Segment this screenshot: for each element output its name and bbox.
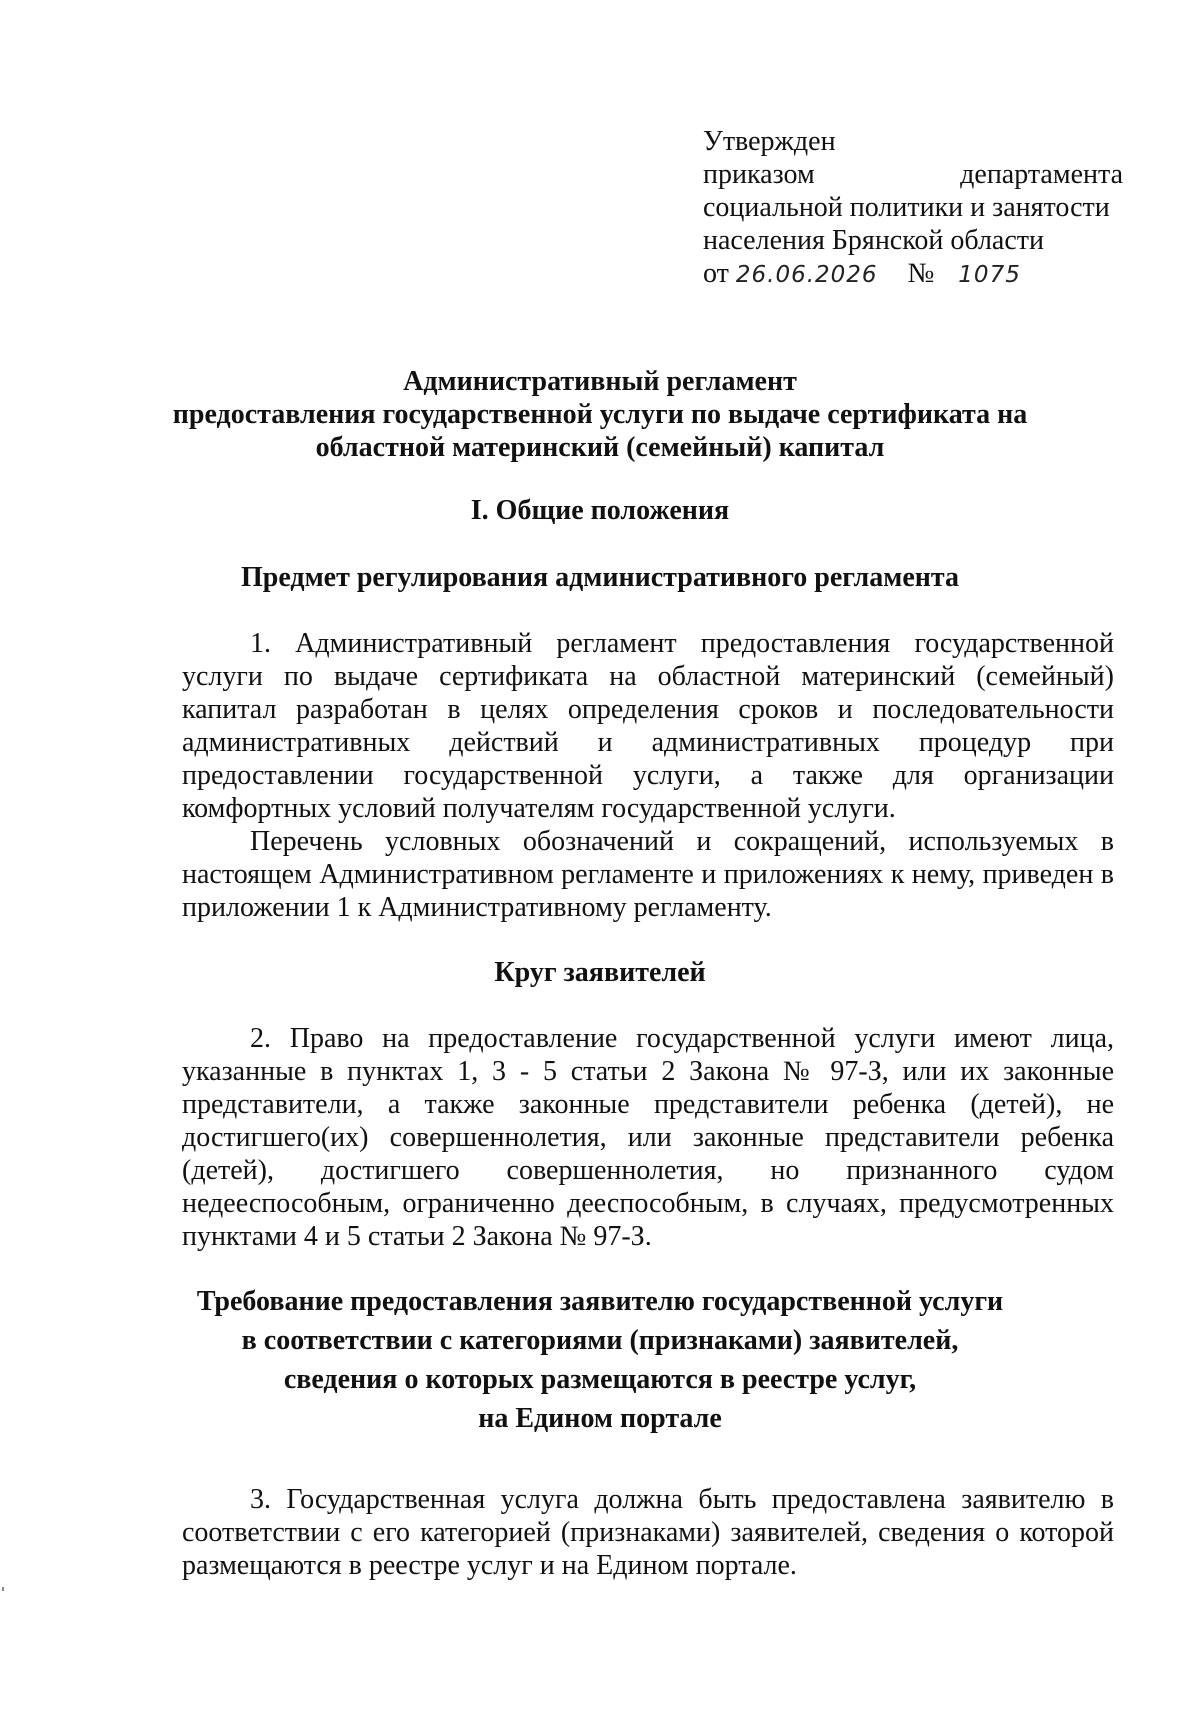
subject-heading-text: Предмет регулирования административного регламента [241,562,959,593]
section-heading-general [0,494,1200,527]
title-line-1: Административный регламент [403,366,797,397]
approval-line-date-number [703,257,1123,290]
handwritten-number: 1075 [958,262,1021,288]
paragraph-2: 2. Право на предоставление государственной услуги имеют лица, указанные в пунктах 1, 3 - 5 статьи 2 Закона № 97-З, или их законные представители, а также законные представители ребенка (детей), не достигшего(их) совершеннолетия, или законные представители ребенка (детей), достигшего совершеннолетия, но признанного судом недееспособным, ограниченно дееспособным, в случаях, предусмотренных пунктами 4 и 5 статьи 2 Закона № 97-З. [182,1023,1114,1252]
applicants-heading-text: Круг заявителей [494,957,706,988]
scan-artifact [2,1587,4,1591]
applicants-heading [0,956,1200,989]
approval-order-word: приказом [703,159,815,190]
title-line-2: предоставления государственной услуги по выдаче сертификата на [172,399,1028,430]
document-title [0,365,1200,464]
requirement-heading-line-4: на Едином портале [478,1403,722,1434]
paragraph-1: 1. Административный регламент предоставления государственной услуги по выдаче сертификата на областной материнский (семейный) капитал разработан в целях определения сроков и последовательности административных действий и административных процедур при предоставлении государственной услуги, а также для организации комфортных условий получателям государственной услуги. [182,628,1114,824]
paragraph-3: 3. Государственная услуга должна быть предоставлена заявителю в соответствии с его категорией (признаками) заявителей, сведения о которой размещаются в реестре услуг и на Едином портале. [182,1484,1114,1581]
approval-line-order [703,158,1123,191]
subject-heading [0,561,1200,594]
requirement-body [182,1483,1114,1582]
requirement-heading-line-2: в соответствии с категориями (признаками) заявителей, [241,1325,959,1356]
title-line-3: областной материнский (семейный) капитал [315,432,885,463]
requirement-heading [0,1285,1200,1435]
approval-line-department: социальной политики и занятости [703,192,1110,223]
approval-stamp-block [703,125,1123,290]
subject-body [182,627,1114,924]
section-heading-general-text: I. Общие положения [470,495,730,526]
requirement-heading-line-1: Требование предоставления заявителю государственной услуги [196,1286,1004,1317]
approval-line-region: населения Брянской области [703,225,1044,256]
paragraph-1-list-of-abbreviations: Перечень условных обозначений и сокращений, используемых в настоящем Административном регламенте и приложениях к нему, приведен в приложении 1 к Административному регламенту. [182,826,1114,923]
date-prefix: от [703,258,729,289]
requirement-heading-line-3: сведения о которых размещаются в реестре услуг, [283,1364,917,1395]
approval-department-word: департамента [960,159,1123,190]
applicants-body [182,1022,1114,1253]
number-prefix: № [907,258,935,289]
handwritten-date: 26.06.2026 [735,262,878,288]
approval-line-approved: Утвержден [703,126,836,157]
